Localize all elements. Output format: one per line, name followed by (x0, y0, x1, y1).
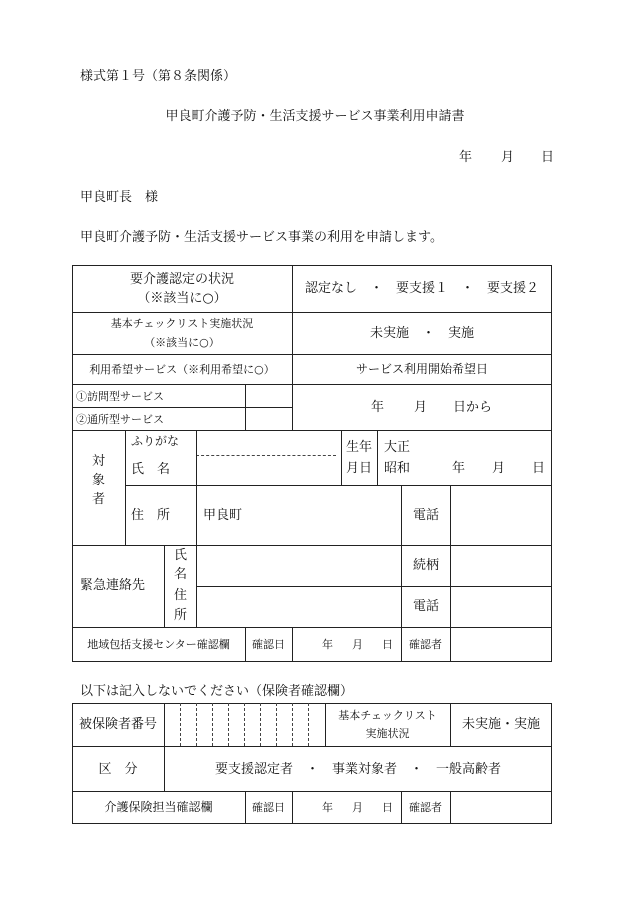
insured-number-label: 被保険者番号 (78, 717, 157, 732)
relation-label: 続柄 (413, 558, 440, 573)
birth-label-2: 月日 (346, 461, 373, 476)
form-title: 甲良町介護予防・生活支援サービス事業利用申請書 (165, 109, 465, 124)
checklist-label: 基本チェックリスト実施状況 (110, 317, 254, 330)
birth-month-label: 月 (492, 461, 506, 476)
category-options[interactable]: 要支援認定者 ・ 事業対象者 ・ 一般高齢者 (214, 762, 501, 777)
insurer-checklist-value[interactable]: 未実施・実施 (461, 717, 540, 732)
era-showa[interactable]: 昭和 (384, 461, 411, 476)
phone-field[interactable] (451, 486, 551, 544)
insurer-confirm-day-label: 日 (382, 801, 393, 814)
service-visit: ①訪問型サービス (76, 390, 164, 403)
care-status-note: （※該当に○） (137, 291, 227, 306)
category-label: 区 分 (98, 762, 138, 777)
insurer-confirm-date-label: 確認日 (252, 801, 285, 814)
furigana-label: ふりがな (131, 434, 180, 448)
start-day-label: 日から (453, 400, 493, 415)
care-status-options[interactable]: 認定なし ・ 要支援１ ・ 要支援２ (304, 281, 539, 296)
furigana-field[interactable] (197, 431, 340, 454)
care-status-label: 要介護認定の状況 (129, 272, 234, 287)
application-statement: 甲良町介護予防・生活支援サービス事業の利用を申請します。 (80, 230, 443, 245)
name-field[interactable] (197, 456, 340, 484)
confirmer-label: 確認者 (409, 638, 442, 651)
checklist-note: （※該当に○） (144, 336, 220, 349)
date-month-label: 月 (501, 150, 515, 165)
start-month-label: 月 (414, 400, 428, 415)
service-label: 利用希望サービス（※利用希望に○） (89, 363, 275, 376)
address-label: 住 所 (131, 508, 171, 523)
birth-year-label: 年 (452, 461, 466, 476)
em-name-label-2: 名 (174, 567, 188, 582)
em-address-field[interactable] (197, 587, 400, 626)
confirm-month-label: 月 (352, 638, 363, 651)
subject-label-2: 象 (92, 473, 106, 488)
birth-day-label: 日 (532, 461, 546, 476)
em-addr-label-1: 住 (174, 588, 188, 603)
em-name-label-1: 氏 (174, 548, 188, 563)
start-date-label: サービス利用開始希望日 (355, 362, 488, 376)
subject-label-3: 者 (92, 492, 106, 507)
em-name-field[interactable] (197, 546, 400, 585)
name-label: 氏 名 (131, 462, 171, 477)
insurer-confirm-label: 介護保険担当確認欄 (104, 800, 213, 814)
insured-number-field[interactable] (165, 704, 324, 745)
era-taisho[interactable]: 大正 (384, 440, 411, 455)
date-day-label: 日 (541, 150, 555, 165)
start-year-label: 年 (371, 400, 385, 415)
insurer-checklist-label-2: 実施状況 (365, 727, 410, 740)
date-year-label: 年 (459, 150, 473, 165)
confirm-year-label: 年 (322, 638, 333, 651)
center-confirm-label: 地域包括支援センター確認欄 (87, 638, 230, 651)
subject-label-1: 対 (92, 454, 106, 469)
checklist-options[interactable]: 未実施 ・ 実施 (369, 326, 474, 341)
relation-field[interactable] (451, 546, 551, 585)
service-visit-field[interactable] (246, 385, 291, 407)
service-daycare-field[interactable] (246, 408, 291, 430)
phone-label: 電話 (413, 508, 440, 523)
insurer-confirm-month-label: 月 (352, 801, 363, 814)
confirm-day-label: 日 (382, 638, 393, 651)
confirm-date-label: 確認日 (252, 638, 285, 651)
insurer-checklist-label-1: 基本チェックリスト (338, 709, 437, 722)
emergency-contact-label: 緊急連絡先 (80, 578, 146, 593)
em-phone-field[interactable] (451, 587, 551, 626)
birth-label-1: 生年 (346, 440, 373, 455)
insurer-confirmer-label: 確認者 (409, 801, 442, 814)
form-number: 様式第１号（第８条関係） (80, 69, 237, 84)
address-field[interactable]: 甲良町 (203, 508, 243, 523)
em-phone-label: 電話 (413, 599, 440, 614)
insurer-confirm-year-label: 年 (322, 801, 333, 814)
em-addr-label-2: 所 (174, 608, 188, 623)
service-daycare: ②通所型サービス (76, 413, 164, 426)
addressee: 甲良町長 様 (80, 190, 159, 205)
insurer-section-heading: 以下は記入しないでください（保険者確認欄） (80, 684, 354, 699)
